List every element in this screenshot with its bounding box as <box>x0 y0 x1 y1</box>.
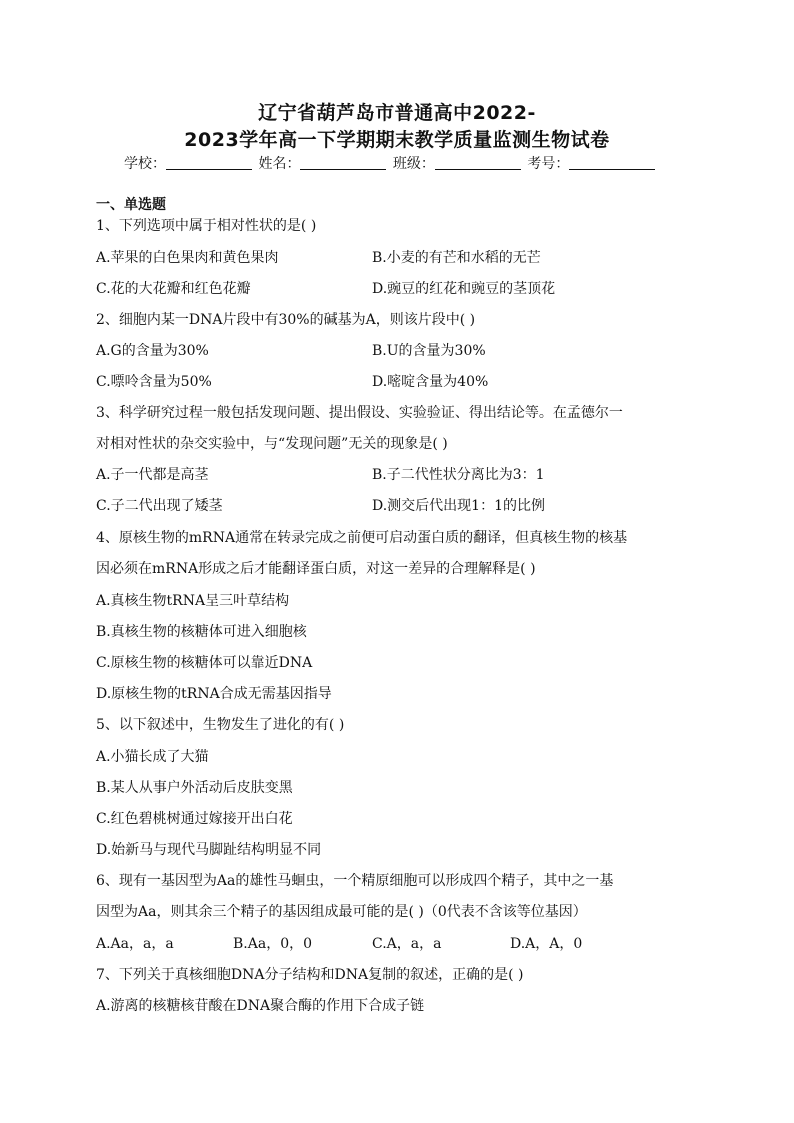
class-label: 班级： <box>392 156 435 172</box>
exam-title-line2: 2023学年高一下学期期末教学质量监测生物试卷 <box>184 129 610 151</box>
question-3-option-a: A.子一代都是高茎 <box>96 467 209 483</box>
question-6-option-b: B.Aa，0，0 <box>233 936 313 952</box>
question-3-option-c: C.子二代出现了矮茎 <box>96 498 223 514</box>
question-4-option-c: C.原核生物的核糖体可以靠近DNA <box>96 655 313 671</box>
question-7-stem: 7、下列关于真核细胞DNA分子结构和DNA复制的叙述，正确的是( ) <box>96 967 524 983</box>
question-1-option-a: A.苹果的白色果肉和黄色果肉 <box>96 250 279 266</box>
name-blank[interactable] <box>300 155 386 170</box>
class-blank[interactable] <box>435 155 521 170</box>
question-3-option-d: D.测交后代出现1：1的比例 <box>372 498 545 514</box>
question-5-stem: 5、以下叙述中，生物发生了进化的有( ) <box>96 717 345 733</box>
question-2-stem: 2、细胞内某一DNA片段中有30%的碱基为A，则该片段中( ) <box>96 312 476 328</box>
question-5-option-a: A.小猫长成了大猫 <box>96 749 209 765</box>
question-6-option-c: C.A，a，a <box>372 936 442 952</box>
number-blank[interactable] <box>569 155 655 170</box>
school-label: 学校： <box>124 156 166 172</box>
question-1-option-d: D.豌豆的红花和豌豆的茎顶花 <box>372 281 556 297</box>
exam-title-line1: 辽宁省葫芦岛市普通高中2022- <box>258 102 536 124</box>
student-info-row <box>124 153 657 173</box>
name-label: 姓名： <box>258 156 301 172</box>
question-3-stem-line1: 3、科学研究过程一般包括发现问题、提出假设、实验验证、得出结论等。在孟德尔一 <box>96 405 623 421</box>
question-2-option-b: B.U的含量为30% <box>372 343 486 359</box>
question-1-option-c: C.花的大花瓣和红色花瓣 <box>96 281 251 297</box>
question-6-option-d: D.A，A，0 <box>510 936 583 952</box>
question-2-option-c: C.嘌呤含量为50% <box>96 374 212 390</box>
school-blank[interactable] <box>166 155 252 170</box>
question-5-option-d: D.始新马与现代马脚趾结构明显不同 <box>96 842 322 858</box>
question-4-stem-line2: 因必须在mRNA形成之后才能翻译蛋白质，对这一差异的合理解释是( ) <box>96 561 536 577</box>
section-heading: 一、单选题 <box>96 197 166 213</box>
question-1-stem: 1、下列选项中属于相对性状的是( ) <box>96 218 317 234</box>
question-1-option-b: B.小麦的有芒和水稻的无芒 <box>372 250 541 266</box>
question-4-option-a: A.真核生物tRNA呈三叶草结构 <box>96 593 290 609</box>
question-2-option-d: D.嘧啶含量为40% <box>372 374 489 390</box>
question-5-option-c: C.红色碧桃树通过嫁接开出白花 <box>96 811 293 827</box>
question-5-option-b: B.某人从事户外活动后皮肤变黑 <box>96 780 293 796</box>
question-2-option-a: A.G的含量为30% <box>96 343 209 359</box>
number-label: 考号： <box>527 156 570 172</box>
question-4-option-d: D.原核生物的tRNA合成无需基因指导 <box>96 686 332 702</box>
question-6-stem-line1: 6、现有一基因型为Aa的雄性马蛔虫，一个精原细胞可以形成四个精子，其中之一基 <box>96 873 614 889</box>
question-6-option-a: A.Aa，a，a <box>96 936 174 952</box>
question-3-option-b: B.子二代性状分离比为3：1 <box>372 467 545 483</box>
question-3-stem-line2: 对相对性状的杂交实验中，与“发现问题”无关的现象是( ) <box>96 436 448 452</box>
question-4-stem-line1: 4、原核生物的mRNA通常在转录完成之前便可启动蛋白质的翻译，但真核生物的核基 <box>96 530 628 546</box>
question-4-option-b: B.真核生物的核糖体可进入细胞核 <box>96 624 307 640</box>
question-7-option-a: A.游离的核糖核苷酸在DNA聚合酶的作用下合成子链 <box>96 998 425 1014</box>
question-6-stem-line2: 因型为Aa，则其余三个精子的基因组成最可能的是( )（0代表不含该等位基因） <box>96 904 587 920</box>
